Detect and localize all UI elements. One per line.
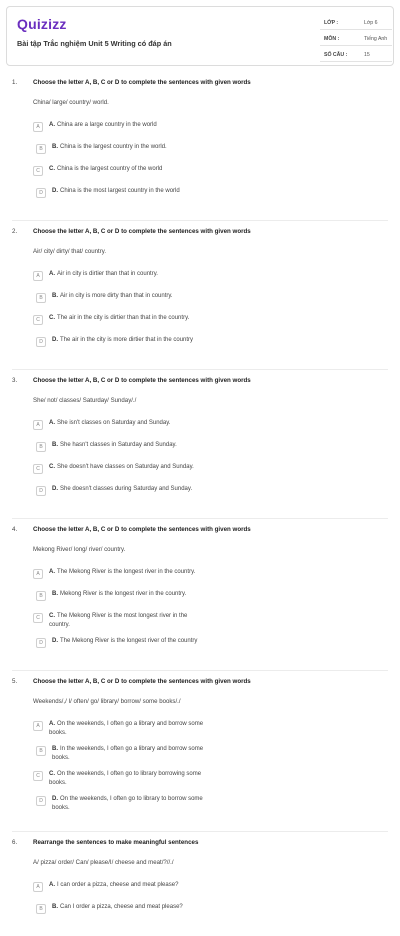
answer-option[interactable] bbox=[33, 612, 213, 629]
answer-option-content bbox=[49, 612, 207, 629]
answer-letter: B. bbox=[52, 144, 58, 150]
answer-option[interactable] bbox=[36, 485, 216, 499]
answer-option[interactable] bbox=[36, 292, 216, 306]
answer-letter: D. bbox=[52, 486, 58, 492]
answer-letter: B. bbox=[52, 442, 58, 448]
answer-option-content bbox=[52, 292, 173, 301]
answer-text: She doesn't classes during Saturday and Sunday. bbox=[60, 486, 193, 492]
answer-checkbox[interactable]: B bbox=[36, 746, 46, 756]
answer-option-content bbox=[52, 637, 197, 646]
answer-options bbox=[33, 270, 388, 358]
answer-letter: A. bbox=[49, 420, 55, 426]
question-number: 1. bbox=[12, 79, 18, 86]
answer-checkbox[interactable]: A bbox=[33, 122, 43, 132]
answer-option-content bbox=[49, 419, 170, 428]
answer-option-content bbox=[52, 441, 177, 450]
answer-option[interactable] bbox=[33, 270, 213, 284]
answer-checkbox[interactable]: B bbox=[36, 442, 46, 452]
answer-text: The air in the city is dirtier than that in the country. bbox=[57, 315, 190, 321]
answer-options bbox=[33, 568, 388, 659]
answer-text: In the weekends, I often go a library and borrow some books. bbox=[52, 746, 204, 761]
answer-options bbox=[33, 419, 388, 507]
question-text: Choose the letter A, B, C or D to complete the sentences with given words bbox=[33, 526, 251, 533]
answer-text: She hasn't classes in Saturday and Sunday. bbox=[60, 442, 177, 448]
answer-letter: C. bbox=[49, 166, 55, 172]
answer-checkbox[interactable]: C bbox=[33, 613, 43, 623]
answer-letter: A. bbox=[49, 882, 55, 888]
question-prompt: She/ not/ classes/ Saturday/ Sunday/./ bbox=[33, 397, 137, 404]
answer-text: She isn't classes on Saturday and Sunday. bbox=[57, 420, 171, 426]
question-item bbox=[0, 370, 400, 507]
answer-checkbox[interactable]: C bbox=[33, 315, 43, 325]
info-value: Tiếng Anh bbox=[364, 36, 388, 42]
answer-options bbox=[33, 881, 388, 925]
answer-option[interactable] bbox=[33, 881, 213, 895]
answer-letter: B. bbox=[52, 746, 58, 752]
answer-letter: B. bbox=[52, 591, 58, 597]
answer-option[interactable] bbox=[36, 336, 216, 350]
answer-checkbox[interactable]: D bbox=[36, 188, 46, 198]
answer-checkbox[interactable]: D bbox=[36, 638, 46, 648]
answer-letter: C. bbox=[49, 771, 55, 777]
question-text: Choose the letter A, B, C or D to complete the sentences with given words bbox=[33, 228, 251, 235]
question-item bbox=[0, 72, 400, 209]
answer-text: China is the largest country in the world. bbox=[60, 144, 167, 150]
question-prompt: Weekends/,/ I/ often/ go/ library/ borrow/ some books/./ bbox=[33, 698, 181, 705]
question-number: 3. bbox=[12, 377, 18, 384]
question-text: Choose the letter A, B, C or D to complete the sentences with given words bbox=[33, 678, 251, 685]
answer-option-content bbox=[52, 903, 183, 912]
answer-letter: C. bbox=[49, 464, 55, 470]
answer-checkbox[interactable]: D bbox=[36, 486, 46, 496]
answer-checkbox[interactable]: C bbox=[33, 464, 43, 474]
answer-checkbox[interactable]: C bbox=[33, 771, 43, 781]
answer-option-content bbox=[52, 187, 180, 196]
answer-letter: D. bbox=[52, 337, 58, 343]
answer-checkbox[interactable]: A bbox=[33, 721, 43, 731]
answer-text: Air in city is more dirty than that in country. bbox=[60, 293, 173, 299]
question-item bbox=[0, 832, 400, 925]
question-item bbox=[0, 221, 400, 358]
answer-option-content bbox=[52, 485, 192, 494]
answer-checkbox[interactable]: A bbox=[33, 882, 43, 892]
answer-letter: B. bbox=[52, 293, 58, 299]
answer-text: Air in city is dirtier than that in country. bbox=[57, 271, 158, 277]
answer-option-content bbox=[52, 745, 210, 762]
answer-option[interactable] bbox=[36, 187, 216, 201]
answer-letter: A. bbox=[49, 721, 55, 727]
info-row-subject bbox=[320, 32, 392, 46]
answer-option-content bbox=[49, 270, 158, 279]
answer-letter: D. bbox=[52, 188, 58, 194]
answer-text: The Mekong River is the most longest river in the country. bbox=[49, 613, 188, 628]
question-number: 2. bbox=[12, 228, 18, 235]
answer-text: Can I order a pizza, cheese and meat please? bbox=[60, 904, 183, 910]
question-text: Choose the letter A, B, C or D to complete the sentences with given words bbox=[33, 377, 251, 384]
answer-option[interactable] bbox=[33, 720, 213, 737]
answer-checkbox[interactable]: A bbox=[33, 420, 43, 430]
answer-option[interactable] bbox=[36, 441, 216, 455]
answer-option-content bbox=[52, 590, 186, 599]
answer-option-content bbox=[52, 143, 167, 152]
answer-checkbox[interactable]: D bbox=[36, 796, 46, 806]
answer-option[interactable] bbox=[33, 770, 213, 787]
answer-checkbox[interactable]: B bbox=[36, 144, 46, 154]
answer-option-content bbox=[49, 463, 194, 472]
answer-checkbox[interactable]: B bbox=[36, 293, 46, 303]
quizizz-logo[interactable]: Quizizz bbox=[17, 16, 67, 32]
question-prompt: A/ pizza/ order/ Can/ please/I/ cheese and meat/?//./ bbox=[33, 859, 174, 866]
answer-option[interactable] bbox=[36, 637, 216, 651]
answer-option-content bbox=[52, 795, 210, 812]
question-prompt: Air/ city/ dirty/ that/ country. bbox=[33, 248, 107, 255]
answer-option-content bbox=[49, 165, 162, 174]
answer-option-content bbox=[49, 720, 207, 737]
answer-text: I can order a pizza, cheese and meat please? bbox=[57, 882, 179, 888]
worksheet-title: Bài tập Trắc nghiệm Unit 5 Writing có đáp án bbox=[17, 39, 172, 48]
answer-option-content bbox=[49, 121, 157, 130]
answer-letter: B. bbox=[52, 904, 58, 910]
info-value: Lớp 6 bbox=[364, 20, 378, 26]
question-list bbox=[0, 72, 400, 936]
answer-option[interactable] bbox=[36, 590, 216, 604]
info-row-grade bbox=[320, 16, 392, 30]
answer-options bbox=[33, 121, 388, 209]
worksheet-info-table bbox=[320, 16, 392, 64]
answer-checkbox[interactable]: A bbox=[33, 569, 43, 579]
answer-letter: D. bbox=[52, 796, 58, 802]
question-text: Rearrange the sentences to make meaningful sentences bbox=[33, 839, 199, 846]
info-row-question-count bbox=[320, 48, 392, 62]
answer-letter: C. bbox=[49, 315, 55, 321]
question-prompt: Mekong River/ long/ river/ country. bbox=[33, 546, 126, 553]
info-label: LỚP : bbox=[324, 20, 339, 26]
answer-text: The air in the city is more dirtier that in the country bbox=[60, 337, 194, 343]
answer-checkbox[interactable]: A bbox=[33, 271, 43, 281]
info-value: 15 bbox=[364, 52, 370, 58]
info-label: MÔN : bbox=[324, 36, 340, 42]
answer-text: On the weekends, I often go a library and borrow some books. bbox=[49, 721, 204, 736]
worksheet-header bbox=[6, 6, 394, 66]
answer-text: China are a large country in the world bbox=[57, 122, 157, 128]
question-text: Choose the letter A, B, C or D to complete the sentences with given words bbox=[33, 79, 251, 86]
answer-letter: C. bbox=[49, 613, 55, 619]
answer-option[interactable] bbox=[36, 903, 216, 917]
answer-option[interactable] bbox=[36, 745, 216, 762]
answer-text: Mekong River is the longest river in the country. bbox=[60, 591, 187, 597]
answer-letter: A. bbox=[49, 271, 55, 277]
answer-checkbox[interactable]: C bbox=[33, 166, 43, 176]
answer-option-content bbox=[49, 568, 195, 577]
answer-text: China is the most largest country in the world bbox=[60, 188, 180, 194]
question-prompt: China/ large/ country/ world. bbox=[33, 99, 109, 106]
answer-option[interactable] bbox=[33, 463, 213, 477]
question-number: 6. bbox=[12, 839, 18, 846]
answer-text: She doesn't have classes on Saturday and Sunday. bbox=[57, 464, 194, 470]
answer-text: The Mekong River is the longest river in the country. bbox=[57, 569, 196, 575]
answer-option-content bbox=[49, 770, 207, 787]
answer-checkbox[interactable]: B bbox=[36, 591, 46, 601]
answer-option[interactable] bbox=[33, 419, 213, 433]
question-number: 5. bbox=[12, 678, 18, 685]
question-item bbox=[0, 519, 400, 659]
answer-option[interactable] bbox=[33, 314, 213, 328]
question-number: 4. bbox=[12, 526, 18, 533]
answer-option[interactable] bbox=[33, 165, 213, 179]
answer-option-content bbox=[49, 314, 189, 323]
answer-option[interactable] bbox=[33, 568, 213, 582]
answer-letter: A. bbox=[49, 569, 55, 575]
answer-text: On the weekends, I often go to library to borrow some books. bbox=[52, 796, 203, 811]
answer-text: On the weekends, I often go to library borrowing some books. bbox=[49, 771, 202, 786]
answer-checkbox[interactable]: D bbox=[36, 337, 46, 347]
answer-text: China is the largest country of the world bbox=[57, 166, 163, 172]
answer-letter: A. bbox=[49, 122, 55, 128]
answer-checkbox[interactable]: B bbox=[36, 904, 46, 914]
answer-option[interactable] bbox=[33, 121, 213, 135]
answer-option[interactable] bbox=[36, 795, 216, 812]
info-label: SỐ CÂU : bbox=[324, 52, 348, 58]
answer-text: The Mekong River is the longest river of the country bbox=[60, 638, 198, 644]
answer-option[interactable] bbox=[36, 143, 216, 157]
answer-letter: D. bbox=[52, 638, 58, 644]
answer-option-content bbox=[49, 881, 178, 890]
answer-options bbox=[33, 720, 388, 820]
question-item bbox=[0, 671, 400, 820]
answer-option-content bbox=[52, 336, 193, 345]
